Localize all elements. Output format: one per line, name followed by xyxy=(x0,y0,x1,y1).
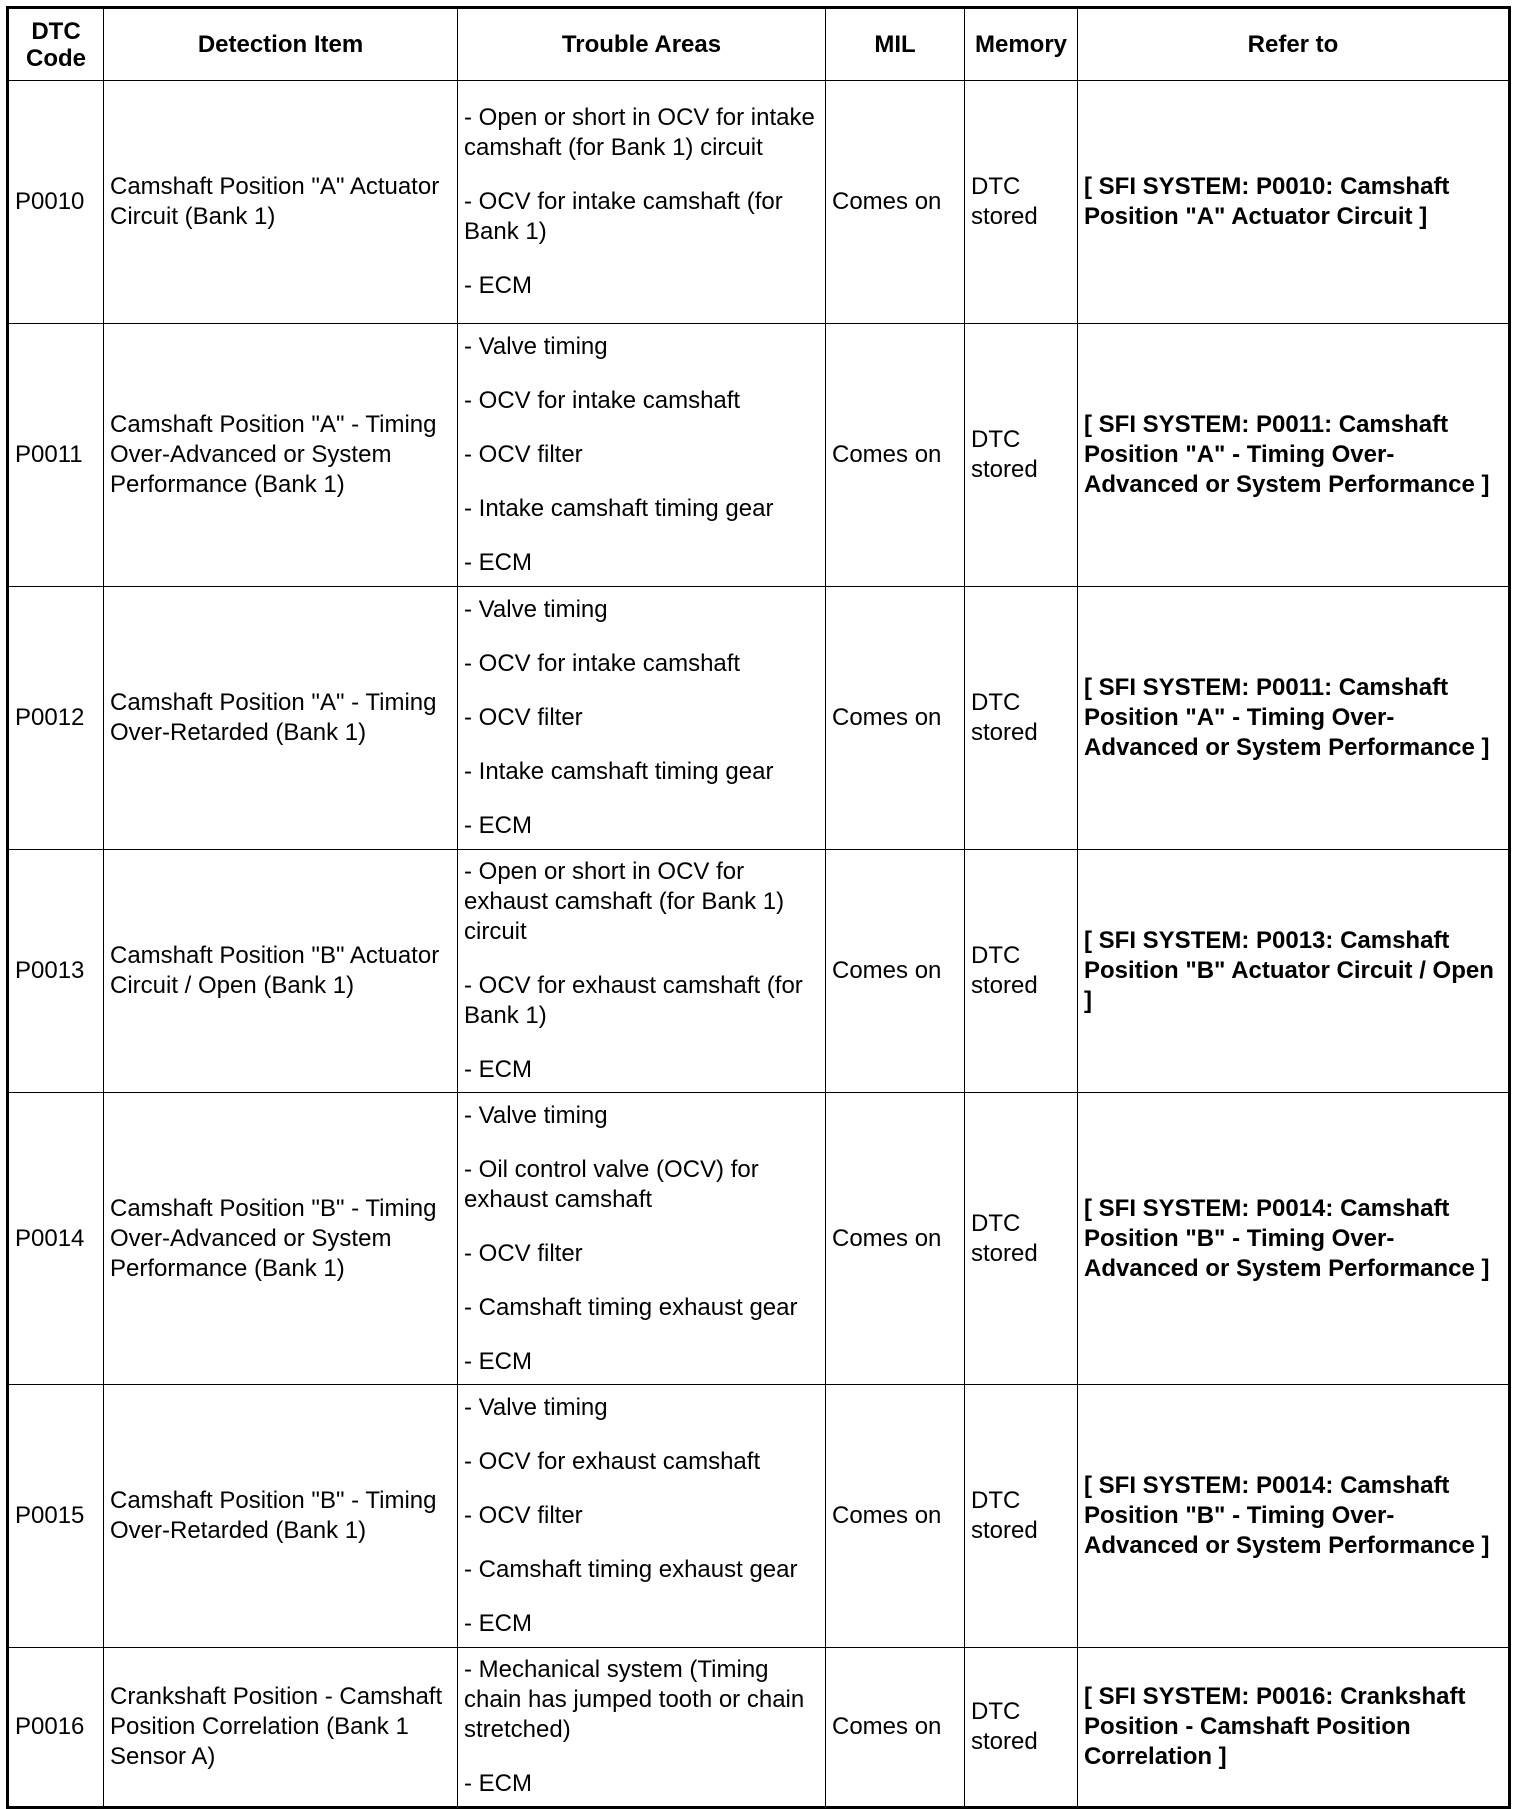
trouble-area-item: - ECM xyxy=(464,1056,532,1083)
detection-item-cell: Camshaft Position "B" Actuator Circuit / Open (Bank 1) xyxy=(104,850,458,1093)
trouble-areas-cell xyxy=(458,81,826,324)
mil-cell: Comes on xyxy=(826,850,965,1093)
mil-cell: Comes on xyxy=(826,1648,965,1808)
refer-to-link[interactable]: [ SFI SYSTEM: P0014: Camshaft Position "B" - Timing Over-Advanced or System Performance ] xyxy=(1078,1385,1510,1648)
table-row xyxy=(8,850,1510,1093)
trouble-area-item: - Camshaft timing exhaust gear xyxy=(464,1293,798,1321)
detection-item-cell: Camshaft Position "A" - Timing Over-Retarded (Bank 1) xyxy=(104,587,458,850)
header-memory: Memory xyxy=(965,8,1078,81)
trouble-area-item: - Valve timing xyxy=(464,596,608,623)
dtc-code-cell: P0010 xyxy=(8,81,104,324)
trouble-areas-cell xyxy=(458,1385,826,1648)
memory-cell: DTC stored xyxy=(965,587,1078,850)
trouble-area-item: - Open or short in OCV for intake camshaft (for Bank 1) circuit xyxy=(464,104,815,161)
dtc-table xyxy=(6,6,1511,1809)
trouble-area-item: - Intake camshaft timing gear xyxy=(464,758,774,785)
trouble-area-item: - ECM xyxy=(464,1770,532,1797)
refer-to-link[interactable]: [ SFI SYSTEM: P0011: Camshaft Position "A" - Timing Over-Advanced or System Performance ] xyxy=(1078,587,1510,850)
mil-cell: Comes on xyxy=(826,1093,965,1385)
mil-cell: Comes on xyxy=(826,81,965,324)
trouble-area-item: - OCV for intake camshaft xyxy=(464,650,741,677)
trouble-areas-cell xyxy=(458,324,826,587)
trouble-area-item: - Camshaft timing exhaust gear xyxy=(464,1556,798,1583)
memory-cell: DTC stored xyxy=(965,1648,1078,1808)
trouble-area-item: - OCV filter xyxy=(464,441,583,468)
trouble-area-item: - OCV for intake camshaft xyxy=(464,387,741,414)
header-refer-to: Refer to xyxy=(1078,8,1510,81)
mil-cell: Comes on xyxy=(826,324,965,587)
trouble-areas-cell xyxy=(458,1093,826,1385)
trouble-area-item: - Open or short in OCV for exhaust camshaft (for Bank 1) circuit xyxy=(464,858,785,945)
detection-item-cell: Crankshaft Position - Camshaft Position Correlation (Bank 1 Sensor A) xyxy=(104,1648,458,1808)
memory-cell: DTC stored xyxy=(965,1385,1078,1648)
trouble-area-item: - Oil control valve (OCV) for exhaust camshaft xyxy=(464,1155,759,1213)
trouble-area-item: - OCV filter xyxy=(464,1239,583,1267)
detection-item-cell: Camshaft Position "B" - Timing Over-Retarded (Bank 1) xyxy=(104,1385,458,1648)
trouble-area-item: - OCV filter xyxy=(464,1502,583,1529)
dtc-code-cell: P0013 xyxy=(8,850,104,1093)
trouble-area-item: - ECM xyxy=(464,272,532,299)
trouble-area-item: - OCV for intake camshaft (for Bank 1) xyxy=(464,188,783,245)
table-header-row xyxy=(8,8,1510,81)
trouble-area-item: - ECM xyxy=(464,812,532,839)
table-row xyxy=(8,1648,1510,1808)
refer-to-link[interactable]: [ SFI SYSTEM: P0013: Camshaft Position "B" Actuator Circuit / Open ] xyxy=(1078,850,1510,1093)
trouble-area-item: - ECM xyxy=(464,549,532,576)
dtc-code-cell: P0015 xyxy=(8,1385,104,1648)
dtc-code-cell: P0011 xyxy=(8,324,104,587)
detection-item-cell: Camshaft Position "A" Actuator Circuit (Bank 1) xyxy=(104,81,458,324)
refer-to-link[interactable]: [ SFI SYSTEM: P0011: Camshaft Position "A" - Timing Over-Advanced or System Performance ] xyxy=(1078,324,1510,587)
memory-cell: DTC stored xyxy=(965,81,1078,324)
trouble-area-item: - Valve timing xyxy=(464,1101,608,1129)
refer-to-link[interactable]: [ SFI SYSTEM: P0016: Crankshaft Position - Camshaft Position Correlation ] xyxy=(1078,1648,1510,1808)
mil-cell: Comes on xyxy=(826,1385,965,1648)
table-row xyxy=(8,1385,1510,1648)
trouble-area-item: - Mechanical system (Timing chain has jumped tooth or chain stretched) xyxy=(464,1656,805,1743)
trouble-area-item: - OCV for exhaust camshaft (for Bank 1) xyxy=(464,972,803,1029)
header-trouble-areas: Trouble Areas xyxy=(458,8,826,81)
header-mil: MIL xyxy=(826,8,965,81)
table-row xyxy=(8,81,1510,324)
memory-cell: DTC stored xyxy=(965,1093,1078,1385)
dtc-code-cell: P0016 xyxy=(8,1648,104,1808)
trouble-area-item: - ECM xyxy=(464,1347,532,1375)
refer-to-link[interactable]: [ SFI SYSTEM: P0010: Camshaft Position "A" Actuator Circuit ] xyxy=(1078,81,1510,324)
trouble-area-item: - Intake camshaft timing gear xyxy=(464,495,774,522)
trouble-area-item: - Valve timing xyxy=(464,333,608,360)
trouble-area-item: - Valve timing xyxy=(464,1394,608,1421)
memory-cell: DTC stored xyxy=(965,324,1078,587)
trouble-areas-cell xyxy=(458,1648,826,1808)
trouble-area-item: - ECM xyxy=(464,1610,532,1637)
refer-to-link[interactable]: [ SFI SYSTEM: P0014: Camshaft Position "B" - Timing Over-Advanced or System Performance ] xyxy=(1078,1093,1510,1385)
dtc-code-cell: P0014 xyxy=(8,1093,104,1385)
mil-cell: Comes on xyxy=(826,587,965,850)
table-row xyxy=(8,324,1510,587)
trouble-area-item: - OCV for exhaust camshaft xyxy=(464,1448,761,1475)
header-detection-item: Detection Item xyxy=(104,8,458,81)
dtc-code-cell: P0012 xyxy=(8,587,104,850)
table-row xyxy=(8,587,1510,850)
trouble-areas-cell xyxy=(458,587,826,850)
detection-item-cell: Camshaft Position "A" - Timing Over-Advanced or System Performance (Bank 1) xyxy=(104,324,458,587)
memory-cell: DTC stored xyxy=(965,850,1078,1093)
dtc-table-container xyxy=(6,6,1508,1809)
trouble-area-item: - OCV filter xyxy=(464,704,583,731)
detection-item-cell: Camshaft Position "B" - Timing Over-Advanced or System Performance (Bank 1) xyxy=(104,1093,458,1385)
trouble-areas-cell xyxy=(458,850,826,1093)
header-dtc-code: DTC Code xyxy=(8,8,104,81)
table-row xyxy=(8,1093,1510,1385)
